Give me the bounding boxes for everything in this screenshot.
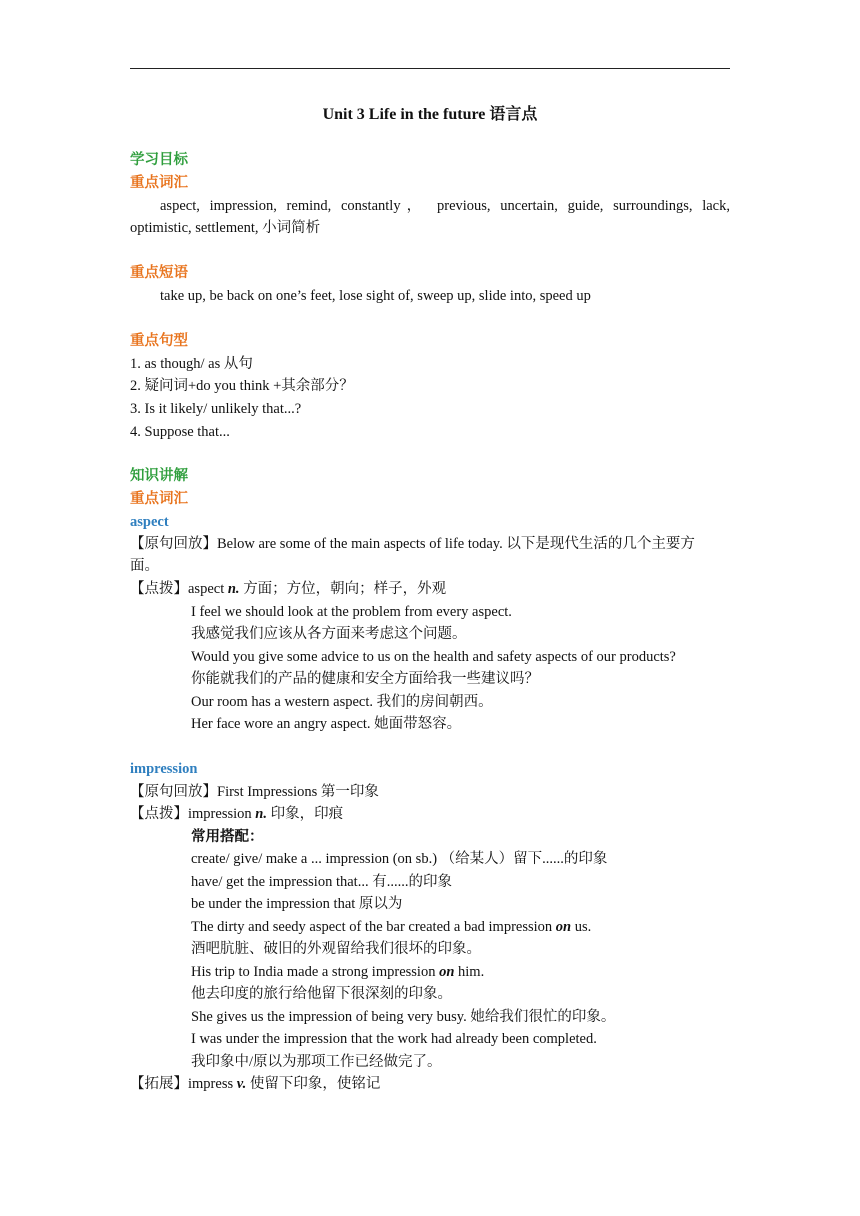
extension-meaning: 使留下印象，使铭记: [246, 1076, 381, 1092]
sentence-item: 3. Is it likely/ unlikely that...?: [130, 401, 302, 417]
impress-pos: v.: [236, 1076, 247, 1092]
phrases-heading: 重点短语: [130, 265, 188, 281]
impression-example-translation: 他去印度的旅行给他留下很深刻的印象。: [191, 986, 452, 1002]
impression-example: [191, 962, 484, 982]
aspect-example: Our room has a western aspect. 我们的房间朝西。: [191, 694, 493, 710]
vocab-list-line1: aspect, impression, remind, constantly， previous, uncertain, guide, surroundings, lack,: [160, 198, 730, 214]
aspect-pos: n.: [227, 581, 240, 597]
sentence-item: 1. as though/ as 从句: [130, 356, 253, 372]
impression-note-prefix: 【点拨】impression: [130, 806, 256, 822]
aspect-note-prefix: 【点拨】aspect: [130, 581, 228, 597]
sentence-item: 2. 疑问词+do you think +其余部分？: [130, 378, 354, 394]
aspect-note: [130, 579, 446, 599]
aspect-original-line2: 面。: [130, 558, 159, 574]
header-rule: [130, 68, 730, 69]
example-text: The dirty and seedy aspect of the bar created a bad impression: [191, 919, 556, 935]
page-title: Unit 3 Life in the future 语言点: [322, 106, 538, 123]
phrases-list: take up, be back on one’s feet, lose sight of, sweep up, slide into, speed up: [160, 288, 591, 304]
knowledge-heading: 知识讲解: [130, 468, 188, 484]
impression-note-meaning: 印象，印痕: [266, 806, 344, 822]
vocab-list-line2: optimistic, settlement, 小词简析: [130, 220, 321, 236]
word-impression: impression: [130, 761, 198, 777]
collocation-item: be under the impression that 原以为: [191, 896, 403, 912]
example-emphasis: on: [555, 919, 572, 935]
word-aspect: aspect: [130, 514, 169, 530]
extension-prefix: 【拓展】impress: [130, 1076, 237, 1092]
example-text: him.: [454, 964, 485, 980]
collocation-item: create/ give/ make a ... impression (on sb.) （给某人）留下......的印象: [191, 851, 608, 867]
goals-vocab-heading: 重点词汇: [130, 175, 188, 191]
collocation-heading: 常用搭配：: [191, 829, 264, 845]
aspect-example: 你能就我们的产品的健康和安全方面给我一些建议吗？: [191, 671, 539, 687]
sentence-item: 4. Suppose that...: [130, 424, 230, 440]
impression-note: [130, 804, 343, 824]
impression-example-translation: 我印象中/原以为那项工作已经做完了。: [191, 1054, 442, 1070]
collocation-item: have/ get the impression that... 有......的印象: [191, 874, 452, 890]
impression-example: She gives us the impression of being very busy. 她给我们很忙的印象。: [191, 1009, 616, 1025]
sentences-heading: 重点句型: [130, 333, 188, 349]
aspect-example: I feel we should look at the problem from every aspect.: [191, 604, 512, 620]
aspect-example: Would you give some advice to us on the health and safety aspects of our products?: [191, 649, 676, 665]
aspect-example: Her face wore an angry aspect. 她面带怒容。: [191, 716, 462, 732]
example-text: us.: [571, 919, 592, 935]
impress-extension: [130, 1074, 380, 1094]
example-emphasis: on: [439, 964, 455, 980]
impression-example: I was under the impression that the work had already been completed.: [191, 1031, 597, 1047]
impression-example-translation: 酒吧肮脏、破旧的外观留给我们很坏的印象。: [191, 941, 481, 957]
goals-heading: 学习目标: [130, 152, 188, 168]
aspect-original-line1: 【原句回放】Below are some of the main aspects of life today. 以下是现代生活的几个主要方: [130, 536, 695, 552]
impression-example: [191, 917, 591, 937]
aspect-note-meaning: 方面；方位，朝向；样子，外观: [239, 581, 447, 597]
aspect-example: 我感觉我们应该从各方面来考虑这个问题。: [191, 626, 467, 642]
example-text: His trip to India made a strong impression: [191, 964, 440, 980]
knowledge-vocab-heading: 重点词汇: [130, 491, 188, 507]
impression-original: 【原句回放】First Impressions 第一印象: [130, 784, 379, 800]
impression-pos: n.: [255, 806, 267, 822]
